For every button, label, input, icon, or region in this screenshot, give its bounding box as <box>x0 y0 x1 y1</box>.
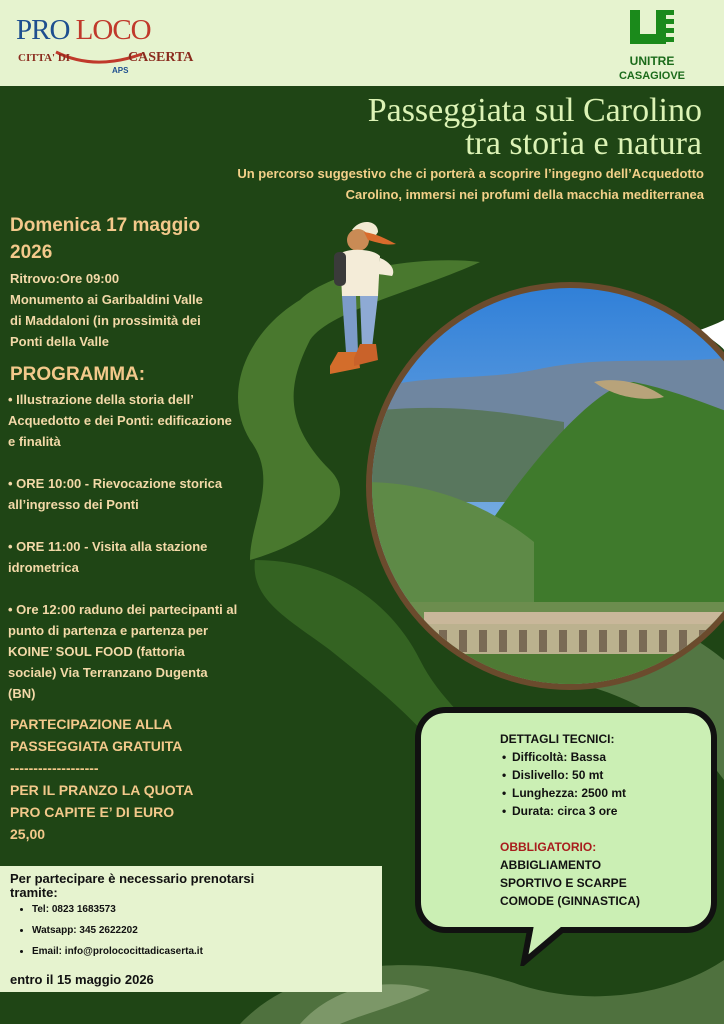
detail-item: • Durata: circa 3 ore <box>512 802 700 820</box>
landscape-photo <box>364 282 724 702</box>
technical-details <box>500 730 700 910</box>
meet-line: di Maddaloni (in prossimità dei <box>10 313 201 328</box>
meet-line: Monumento ai Garibaldini Valle <box>10 292 203 307</box>
programma-list <box>8 389 278 725</box>
date-line-2: 2026 <box>10 242 53 263</box>
logo-pro-text: PRO <box>16 14 70 46</box>
meeting-point <box>10 268 250 352</box>
page-title <box>368 94 702 160</box>
contact-list <box>14 904 203 967</box>
unitre-logo <box>604 6 700 84</box>
participation-divider: ------------------- <box>10 760 99 776</box>
meet-line: Ritrovo:Ore 09:00 <box>10 271 120 286</box>
proloco-logo <box>16 14 194 76</box>
programma-item: • ORE 10:00 - Rievocazione storica all’ingresso dei Ponti <box>8 476 223 512</box>
participation-line: PER IL PRANZO LA QUOTA <box>10 782 194 798</box>
hiker-illustration <box>316 212 408 394</box>
subtitle <box>144 163 704 205</box>
logo-caserta-text: CASERTA <box>128 50 194 65</box>
participation-info <box>10 713 250 845</box>
title-line-1: Passeggiata sul Carolino <box>367 92 702 129</box>
required-line: SPORTIVO E SCARPE <box>500 876 627 890</box>
contact-phone[interactable]: • Tel: 0823 1683573 <box>32 904 203 925</box>
detail-item: • Difficoltà: Bassa <box>512 748 700 766</box>
required-heading: OBBLIGATORIO: <box>500 840 597 854</box>
contact-email[interactable]: • Email: info@prolococittadicaserta.it <box>32 946 203 967</box>
participation-line: PASSEGGIATA GRATUITA <box>10 738 183 754</box>
unitre-name: UNITRE <box>629 54 675 68</box>
detail-item: • Lunghezza: 2500 mt <box>512 784 700 802</box>
event-date <box>10 212 240 266</box>
title-line-2: tra storia e natura <box>465 125 702 162</box>
detail-item: • Dislivello: 50 mt <box>512 766 700 784</box>
subtitle-line-2: Carolino, immersi nei profumi della macchia mediterranea <box>345 187 704 202</box>
subtitle-line-1: Un percorso suggestivo che ci porterà a scoprire l’ingegno dell’Acquedotto <box>237 166 704 181</box>
booking-heading: Per partecipare è necessario prenotarsi tramite: <box>10 871 255 900</box>
unitre-city: CASAGIOVE <box>618 70 685 82</box>
programma-item: • Illustrazione della storia dell’ Acquedotto e dei Ponti: edificazione e finalità <box>8 392 232 449</box>
participation-line: PRO CAPITE E’ DI EURO <box>10 804 175 820</box>
date-line-1: Domenica 17 maggio <box>10 215 201 236</box>
programma-item: • ORE 11:00 - Visita alla stazione idrometrica <box>8 539 208 575</box>
details-heading: DETTAGLI TECNICI: <box>500 732 615 746</box>
required-line: COMODE (GINNASTICA) <box>500 894 640 908</box>
logo-aps-text: APS <box>112 66 129 75</box>
required-line: ABBIGLIAMENTO <box>500 858 602 872</box>
programma-heading: PROGRAMMA: <box>10 364 146 385</box>
unitre-emblem-icon <box>628 6 676 52</box>
participation-price: 25,00 <box>10 826 46 842</box>
contact-whatsapp[interactable]: • Watsapp: 345 2622202 <box>32 925 203 946</box>
meet-line: Ponti della Valle <box>10 334 109 349</box>
logo-loco-text: LOCO <box>75 14 151 46</box>
logo-citta-text: CITTA' DI <box>18 52 71 64</box>
participation-line: PARTECIPAZIONE ALLA <box>10 716 173 732</box>
details-list <box>500 748 700 820</box>
booking-box <box>0 866 382 992</box>
programma-item: • Ore 12:00 raduno dei partecipanti al punto di partenza e partenza per KOINE’ SOUL FOOD (fattoria sociale) Via Terranzano Dugenta (BN) <box>8 602 238 701</box>
booking-deadline: entro il 15 maggio 2026 <box>10 972 154 987</box>
